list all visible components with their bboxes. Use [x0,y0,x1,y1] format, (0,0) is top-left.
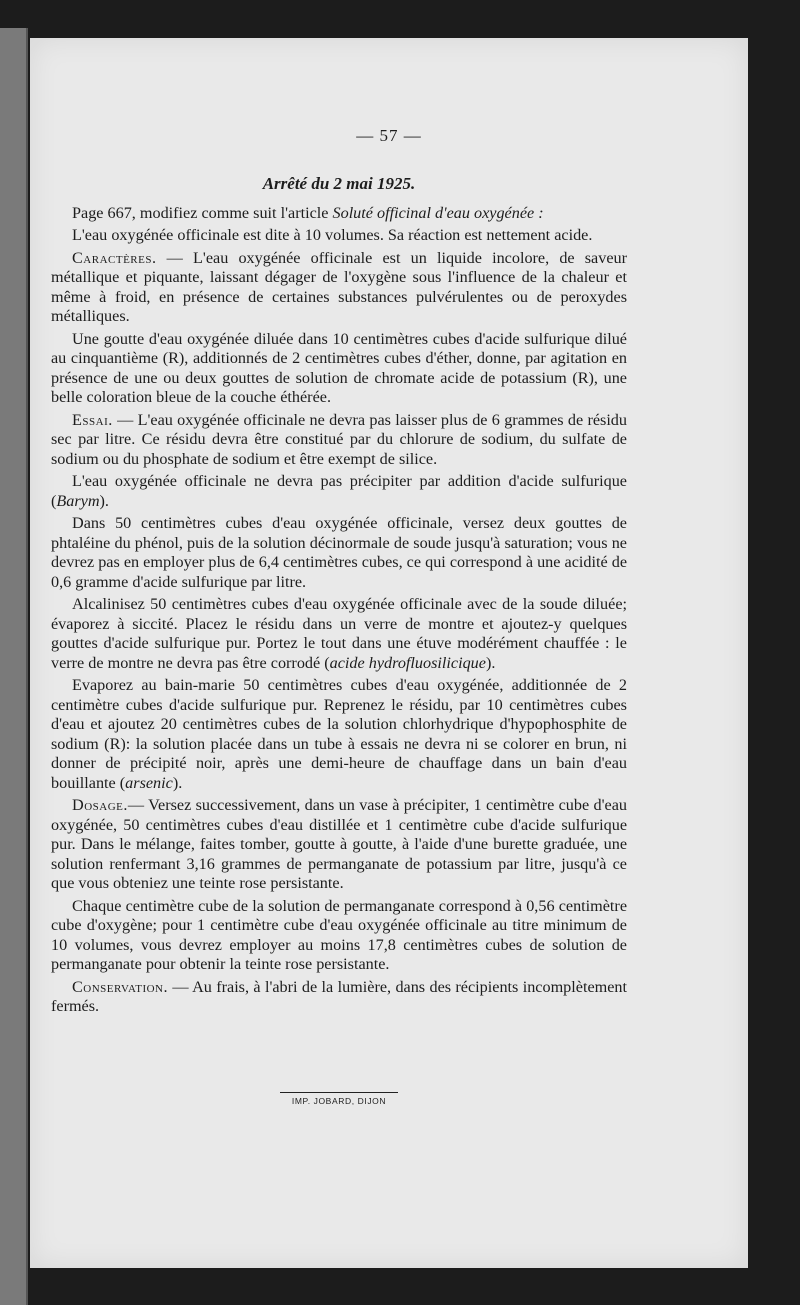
paragraph-text: Page 667, modifiez comme suit l'article [72,203,333,222]
paragraph-text: — L'eau oxygénée officinale ne devra pas laisser plus de 6 grammes de résidu sec par litre. Ce résidu devra être constitué par du chlorure de sodium, du sulfate de sodium ou du phosphate de sodium et être exempt de silice. [51,410,627,468]
italic-term: Barym [56,491,100,510]
section-label-essai: Essai. [72,410,113,429]
paragraph-text: Evaporez au bain-marie 50 centimètres cubes d'eau oxygénée, additionnée de 2 centimètre cubes d'acide sulfurique pur. Reprenez le résidu, par 10 centimètres cubes d'eau et ajoutez 20 centimètres cubes de la solution chlorhydrique d'hypophosphite de sodium (R): la solution placée dans un tube à essais ne devra ni se colorer en brun, ni donner de précipité noir, après une demi-heure de chauffage dans un bain d'eau bouillante ( [51,676,627,792]
paragraph-permanganate: Chaque centimètre cube de la solution de permanganate correspond à 0,56 centimètre cube d'oxygène; pour 1 centimètre cube d'eau oxygénée officinale au titre minimum de 10 volumes, vous devrez employer au moins 17,8 centimètres cubes de solution de permanganate pour obtenir la teinte rose persistante. [51,896,627,973]
paragraph-text: L'eau oxygénée officinale ne devra pas précipiter par addition d'acide sulfurique ( [51,472,627,510]
paragraph-conservation [51,978,627,1017]
printer-imprint: IMP. JOBARD, DIJON [280,1092,398,1106]
paragraph-identification: Une goutte d'eau oxygénée diluée dans 10 centimètres cubes d'acide sulfurique dilué au cinquantième (R), additionnés de 2 centimètres cubes d'éther, donne, par agitation en présence de une ou deux gouttes de solution de chromate acide de potassium (R), une belle coloration bleue de la couche éthérée. [51,329,627,406]
paragraph-silice [51,595,627,673]
section-label-caracteres: Caractères. [72,248,157,267]
italic-term: acide hydrofluosilicique [329,653,486,672]
paragraph-text: Alcalinisez 50 centimètres cubes d'eau oxygénée officinale avec de la soude diluée; évaporez à siccité. Placez le résidu dans un verre de montre et ajoutez-y quelques gouttes d'acide sulfurique pur. Portez le tout dans une étuve modérément chauffée : le verre de montre ne devra pas être corrodé ( [51,595,627,672]
decree-title: Arrêté du 2 mai 1925. [262,174,416,193]
section-label-conservation: Conservation. [72,977,169,996]
section-label-dosage: Dosage. [72,796,128,814]
paragraph-text: — Au frais, à l'abri de la lumière, dans des récipients incomplètement fermés. [51,977,627,1015]
paragraph-caracteres [51,249,627,327]
paragraph-arsenic [51,676,627,793]
paragraph-text-end: ). [172,773,183,792]
document-page [30,38,748,1268]
paragraph-text: — L'eau oxygénée officinale est un liquide incolore, de saveur métallique et piquante, laissant dégager de l'oxygène sous l'influence de la chaleur et même à froid, en présence de certaines substances pulvérulentes ou de peroxydes métalliques. [51,248,627,325]
paragraph-text-end: ). [485,653,496,672]
paragraph-text-end: ). [99,491,109,510]
paragraph-acidite: Dans 50 centimètres cubes d'eau oxygénée officinale, versez deux gouttes de phtaléine du phénol, puis de la solution décinormale de soude jusqu'à saturation; vous ne devrez pas en employer plus de 6,4 centimètres cubes, ce qui correspond à une acidité de 0,6 gramme d'acide sulfurique par litre. [51,514,627,591]
page-number: — 57 — [356,126,422,145]
article-name: Soluté officinal d'eau oxygénée : [332,203,544,222]
paragraph-essai [51,411,627,470]
paragraph-intro [51,204,627,224]
paragraph-dosage [51,796,627,894]
paragraph-barym [51,472,627,511]
paragraph-text: — Versez successivement, dans un vase à précipiter, 1 centimètre cube d'eau oxygénée, 50 centimètres cubes d'eau distillée et 1 centimètre cube d'acide sulfurique pur. Dans le mélange, faites tomber, goutte à goutte, à l'aide d'une burette graduée, une solution renfermant 3,16 grammes de permanganate de potassium par litre, jusqu'à ce que vous obteniez une teinte rose persistante. [51,796,627,892]
body-text [51,174,627,1020]
paragraph-definition: L'eau oxygénée officinale est dite à 10 volumes. Sa réaction est nettement acide. [72,226,593,244]
italic-term: arsenic [125,773,173,792]
adjacent-page-edge [0,28,28,1305]
